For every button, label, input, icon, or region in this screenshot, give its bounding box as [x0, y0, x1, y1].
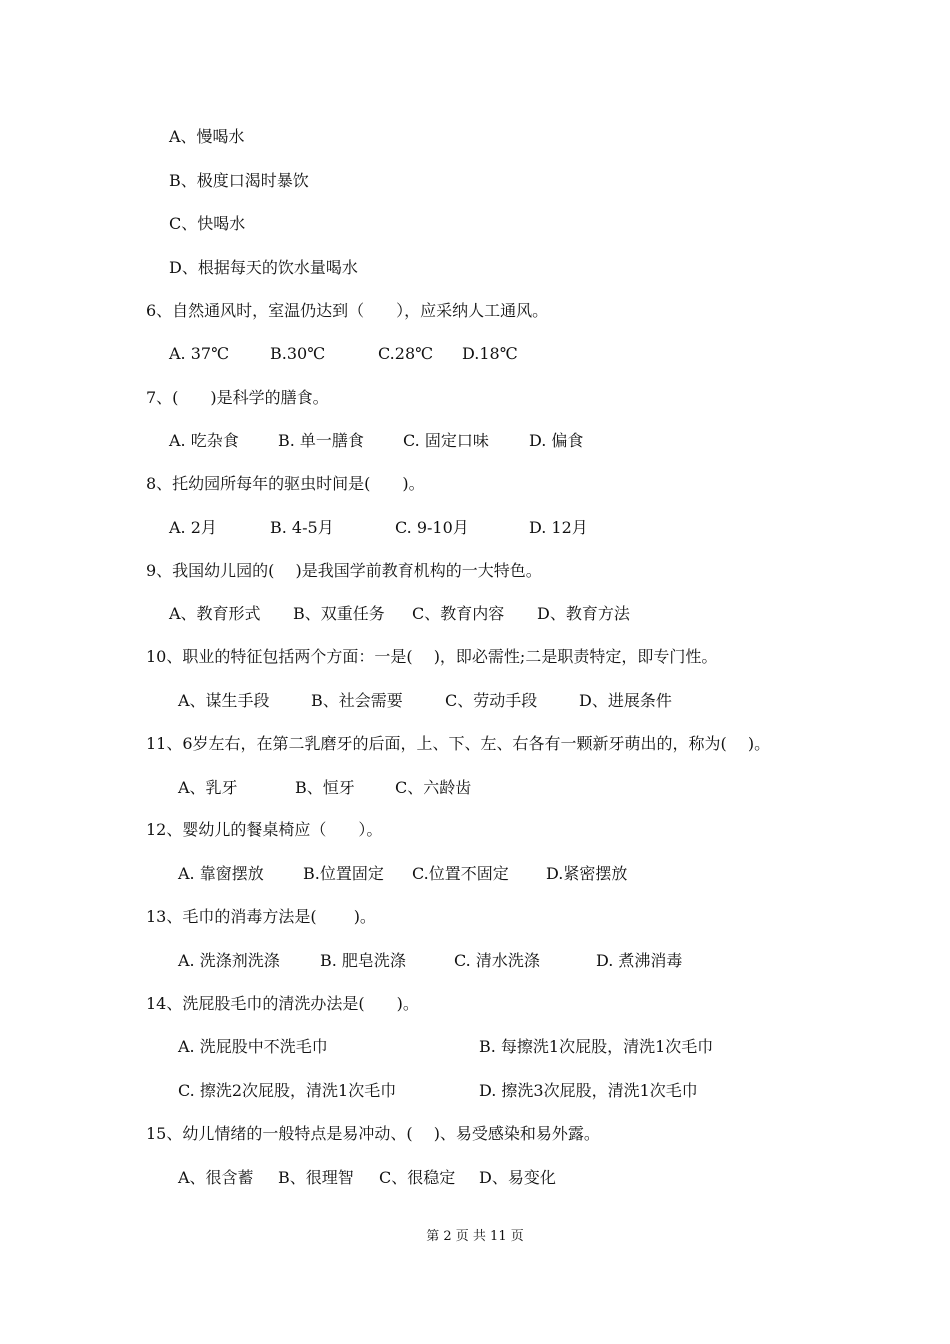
question-6-option-d: D.18℃	[462, 344, 518, 363]
q5-option-b: B、极度口渴时暴饮	[169, 171, 309, 190]
question-13-option-a: A. 洗涤剂洗涤	[178, 951, 280, 970]
question-15-option-b: B、很理智	[278, 1168, 354, 1187]
question-14-option-b: B. 每擦洗1次屁股，清洗1次毛巾	[479, 1037, 714, 1056]
question-13-option-c: C. 清水洗涤	[454, 951, 540, 970]
question-9-option-a: A、教育形式	[169, 604, 261, 623]
page-number-footer: 第 2 页 共 11 页	[426, 1229, 524, 1244]
q5-option-a: A、慢喝水	[169, 127, 245, 146]
question-10-option-c: C、劳动手段	[445, 691, 538, 710]
q5-option-d: D、根据每天的饮水量喝水	[169, 258, 358, 277]
question-8-stem: 8、托幼园所每年的驱虫时间是( )。	[146, 474, 425, 493]
question-10-stem: 10、职业的特征包括两个方面：一是( )，即必需性;二是职责特定，即专门性。	[146, 647, 718, 666]
question-15-option-d: D、易变化	[479, 1168, 556, 1187]
question-13-option-d: D. 煮沸消毒	[596, 951, 683, 970]
question-9-option-b: B、双重任务	[293, 604, 385, 623]
question-7-stem: 7、( )是科学的膳食。	[146, 388, 329, 407]
question-6-option-b: B.30℃	[270, 344, 326, 363]
question-13-stem: 13、毛巾的消毒方法是( )。	[146, 907, 376, 926]
question-12-option-c: C.位置不固定	[412, 864, 509, 883]
question-9-option-d: D、教育方法	[537, 604, 630, 623]
question-11-option-c: C、六龄齿	[395, 778, 472, 797]
question-11-stem: 11、6岁左右，在第二乳磨牙的后面，上、下、左、右各有一颗新牙萌出的，称为( )。	[146, 734, 771, 753]
question-6-option-a: A. 37℃	[169, 344, 229, 363]
question-10-option-a: A、谋生手段	[178, 691, 270, 710]
question-11-option-b: B、恒牙	[295, 778, 355, 797]
question-15-stem: 15、幼儿情绪的一般特点是易冲动、( )、易受感染和易外露。	[146, 1124, 600, 1143]
question-13-option-b: B. 肥皂洗涤	[320, 951, 406, 970]
question-9-option-c: C、教育内容	[412, 604, 505, 623]
question-15-option-c: C、很稳定	[379, 1168, 456, 1187]
question-8-option-a: A. 2月	[169, 518, 217, 537]
question-14-option-a: A. 洗屁股中不洗毛巾	[178, 1037, 328, 1056]
question-14-option-c: C. 擦洗2次屁股，清洗1次毛巾	[178, 1081, 397, 1100]
question-7-option-c: C. 固定口味	[403, 431, 489, 450]
question-6-option-c: C.28℃	[378, 344, 434, 363]
question-6-stem: 6、自然通风时，室温仍达到（ ），应采纳人工通风。	[146, 301, 549, 320]
question-7-option-d: D. 偏食	[529, 431, 584, 450]
question-10-option-b: B、社会需要	[311, 691, 403, 710]
question-8-option-d: D. 12月	[529, 518, 588, 537]
question-12-option-a: A. 靠窗摆放	[178, 864, 264, 883]
question-12-option-d: D.紧密摆放	[546, 864, 628, 883]
question-12-option-b: B.位置固定	[303, 864, 384, 883]
question-14-option-d: D. 擦洗3次屁股，清洗1次毛巾	[479, 1081, 698, 1100]
question-8-option-c: C. 9-10月	[395, 518, 469, 537]
question-15-option-a: A、很含蓄	[178, 1168, 254, 1187]
question-11-option-a: A、乳牙	[178, 778, 238, 797]
question-7-option-b: B. 单一膳食	[278, 431, 364, 450]
question-10-option-d: D、进展条件	[579, 691, 672, 710]
question-12-stem: 12、婴幼儿的餐桌椅应（ ）。	[146, 820, 383, 839]
question-7-option-a: A. 吃杂食	[169, 431, 239, 450]
question-9-stem: 9、我国幼儿园的( )是我国学前教育机构的一大特色。	[146, 561, 542, 580]
q5-option-c: C、快喝水	[169, 214, 246, 233]
question-14-stem: 14、洗屁股毛巾的清洗办法是( )。	[146, 994, 419, 1013]
question-8-option-b: B. 4-5月	[270, 518, 334, 537]
